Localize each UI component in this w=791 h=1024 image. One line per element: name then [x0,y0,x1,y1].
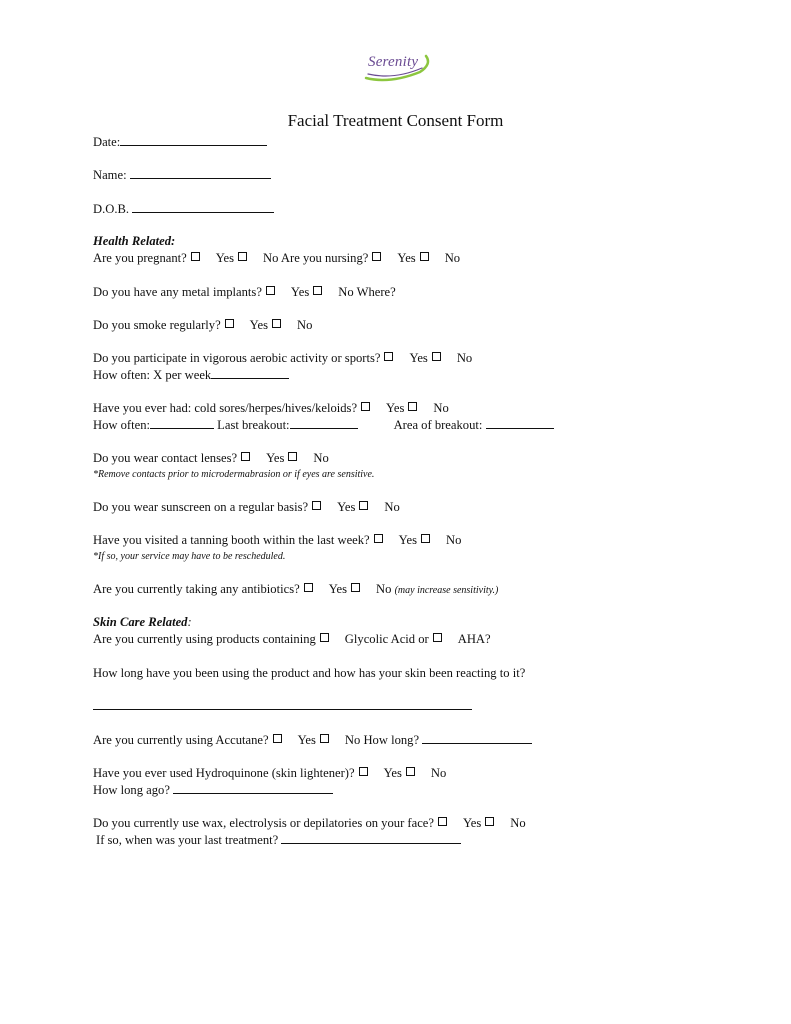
yes-label: Yes [215,251,235,265]
dob-label: D.O.B. [93,202,130,216]
contacts-question: Do you wear contact lenses? [93,451,238,465]
aerobic-no-checkbox[interactable] [432,352,441,361]
how-often-label: How often: [93,418,151,432]
serenity-logo [360,50,436,86]
pregnant-no-checkbox[interactable] [238,252,247,261]
cold-sores-question: Have you ever had: cold sores/herpes/hives/keloids? [93,401,358,415]
hydroquinone-question: Have you ever used Hydroquinone (skin lightener)? [93,766,355,780]
cold-sores-yes-checkbox[interactable] [361,402,370,411]
aerobic-row [93,350,472,366]
no-label: No [344,733,361,747]
accutane-how-long-field[interactable] [422,732,532,744]
no-label: No [433,401,449,415]
antibiotics-yes-checkbox[interactable] [304,583,313,592]
how-long-ago-label: How long ago? [93,783,170,797]
dob-row [93,201,274,217]
yes-label: Yes [462,816,482,830]
skin-section-colon: : [187,615,192,629]
glycolic-label: Glycolic Acid or [344,632,429,646]
no-label: No [263,251,279,265]
area-breakout-field[interactable] [486,417,554,429]
no-label: No [510,816,526,830]
hydroquinone-row [93,765,446,781]
pregnant-yes-checkbox[interactable] [191,252,200,261]
how-long-label: How long? [363,733,420,747]
antibiotics-question: Are you currently taking any antibiotics? [93,582,300,596]
sunscreen-no-checkbox[interactable] [359,501,368,510]
nursing-question: Are you nursing? [280,251,369,265]
date-row [93,134,267,150]
sunscreen-row [93,499,400,515]
wax-no-checkbox[interactable] [485,817,494,826]
last-treatment-field[interactable] [281,832,461,844]
aerobic-question: Do you participate in vigorous aerobic activity or sports? [93,351,381,365]
page-title: Facial Treatment Consent Form [287,111,504,130]
accutane-no-checkbox[interactable] [320,734,329,743]
tanning-no-checkbox[interactable] [421,534,430,543]
skin-section-heading: Skin Care Related [93,615,188,629]
yes-label: Yes [397,251,416,265]
no-label: No [445,533,462,547]
no-label: No [444,251,461,265]
contacts-row [93,450,329,466]
hydroquinone-no-checkbox[interactable] [406,767,415,776]
wax-question: Do you currently use wax, electrolysis or depilatories on your face? [93,816,434,830]
yes-label: Yes [409,351,428,365]
how-often-week-field[interactable] [211,367,289,379]
no-label: No [456,351,473,365]
cold-sores-no-checkbox[interactable] [408,402,417,411]
aerobic-yes-checkbox[interactable] [384,352,393,361]
smoke-no-checkbox[interactable] [272,319,281,328]
breakout-row [93,417,554,433]
yes-label: Yes [290,285,310,299]
glycolic-checkbox[interactable] [320,633,329,642]
no-label: No [338,285,354,299]
smoke-yes-checkbox[interactable] [225,319,234,328]
last-breakout-label: Last breakout: [217,418,290,432]
date-field[interactable] [120,134,267,146]
tanning-row [93,532,461,548]
implants-no-checkbox[interactable] [313,286,322,295]
tanning-note: *If so, your service may have to be rescheduled. [93,551,286,562]
hydroquinone-yes-checkbox[interactable] [359,767,368,776]
nursing-no-checkbox[interactable] [420,252,429,261]
how-long-ago-row [93,782,333,798]
accutane-yes-checkbox[interactable] [273,734,282,743]
accutane-question: Are you currently using Accutane? [93,733,269,747]
pregnant-question: Are you pregnant? [93,251,187,265]
no-label: No [296,318,313,332]
antibiotics-note: (may increase sensitivity.) [394,585,499,596]
nursing-yes-checkbox[interactable] [372,252,381,261]
implants-row [93,284,396,300]
area-breakout-label: Area of breakout: [393,418,483,432]
sunscreen-yes-checkbox[interactable] [312,501,321,510]
contacts-no-checkbox[interactable] [288,452,297,461]
cold-sores-row [93,400,449,416]
product-reaction-field[interactable] [93,709,472,710]
yes-label: Yes [297,733,316,747]
tanning-question: Have you visited a tanning booth within the last week? [93,533,370,547]
implants-yes-checkbox[interactable] [266,286,275,295]
yes-label: Yes [328,582,348,596]
smoke-row [93,317,312,333]
no-label: No [376,582,392,596]
last-treatment-row [96,832,461,848]
aerobic-frequency-row [93,367,289,383]
implants-question: Do you have any metal implants? [93,285,262,299]
date-label: Date: [93,135,121,149]
how-often-week-label: How often: X per week [93,368,212,382]
contacts-yes-checkbox[interactable] [241,452,250,461]
yes-label: Yes [398,533,417,547]
name-label: Name: [93,168,127,182]
yes-label: Yes [383,766,402,780]
pregnant-row [93,250,460,266]
name-row [93,167,271,183]
aha-checkbox[interactable] [433,633,442,642]
products-row [93,631,491,647]
wax-row [93,815,526,831]
wax-yes-checkbox[interactable] [438,817,447,826]
antibiotics-no-checkbox[interactable] [351,583,360,592]
accutane-row [93,732,532,748]
where-label: Where? [356,285,396,299]
skin-section-heading-row [93,614,192,630]
how-long-ago-field[interactable] [173,782,333,794]
antibiotics-row [93,581,498,599]
aha-label: AHA? [457,632,491,646]
tanning-yes-checkbox[interactable] [374,534,383,543]
no-label: No [313,451,329,465]
last-breakout-field[interactable] [290,417,358,429]
products-question: Are you currently using products containing [93,632,316,646]
how-often-field[interactable] [150,417,214,429]
yes-label: Yes [386,401,405,415]
smoke-question: Do you smoke regularly? [93,318,221,332]
name-field[interactable] [130,167,271,179]
no-label: No [384,500,400,514]
yes-label: Yes [337,500,356,514]
health-section-heading: Health Related: [93,234,176,248]
contacts-note: *Remove contacts prior to microdermabrasion or if eyes are sensitive. [93,469,375,480]
how-long-product-question: How long have you been using the product and how has your skin been reacting to it? [93,666,526,680]
sunscreen-question: Do you wear sunscreen on a regular basis? [93,500,309,514]
yes-label: Yes [266,451,285,465]
yes-label: Yes [249,318,268,332]
no-label: No [430,766,447,780]
logo-text: Serenity [368,54,419,70]
dob-field[interactable] [132,201,274,213]
last-treatment-label: If so, when was your last treatment? [96,833,279,847]
